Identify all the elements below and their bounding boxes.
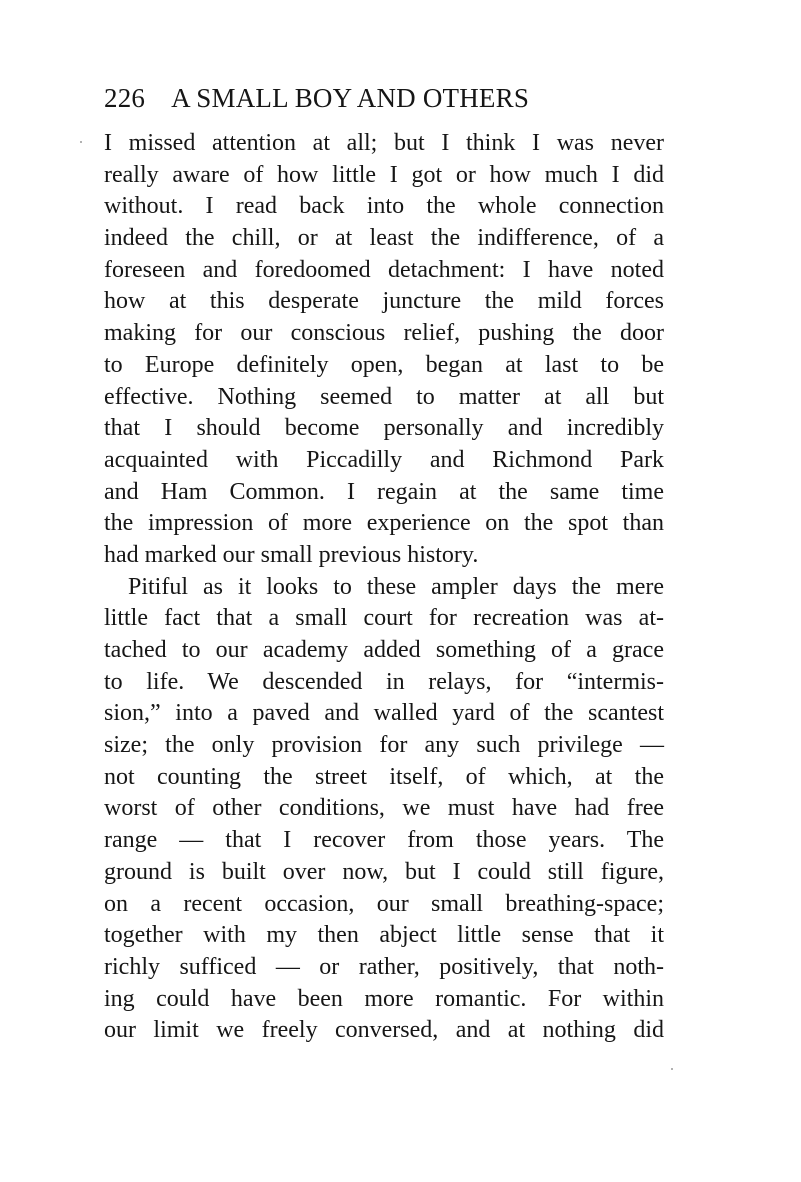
text-line: sion,” into a paved and walled yard of the scantest [104,700,664,727]
text-line: size; the only provision for any such privilege — [104,732,664,759]
running-head [104,80,664,116]
text-line: worst of other conditions, we must have had free [104,795,664,822]
text-line: not counting the street itself, of which, at the [104,763,664,790]
text-line: little fact that a small court for recreation was at- [104,605,664,632]
running-title: A SMALL BOY AND OTHERS [171,83,530,113]
text-line: Pitiful as it looks to these ampler days the mere [128,573,664,600]
text-line: indeed the chill, or at least the indifference, of a [104,225,664,252]
body-text [104,128,664,1047]
text-line: making for our conscious relief, pushing the door [104,320,664,347]
text-line: our limit we freely conversed, and at nothing did [104,1017,664,1044]
text-line: to Europe definitely open, began at last to be [104,351,664,378]
text-line: really aware of how little I got or how much I did [104,161,664,188]
text-line: and Ham Common. I regain at the same time [104,478,664,505]
text-line: richly sufficed — or rather, positively, that noth- [104,953,664,980]
text-line: the impression of more experience on the spot than [104,510,664,537]
text-line: I missed attention at all; but I think I was never [104,130,664,156]
text-line: together with my then abject little sense that it [104,922,664,949]
text-line: range — that I recover from those years. The [104,827,664,854]
text-line: foreseen and foredoomed detachment: I have noted [104,256,664,283]
text-line: tached to our academy added something of a grace [104,637,664,663]
paragraph-2 [104,572,664,1047]
paragraph-1 [104,128,664,572]
text-line: had marked our small previous history. [104,541,479,568]
scan-speck [80,141,82,143]
text-line: ground is built over now, but I could still figure, [104,858,664,885]
text-line: to life. We descended in relays, for “intermis- [104,668,664,695]
scan-speck [671,1068,673,1070]
text-line: ing could have been more romantic. For within [104,985,664,1012]
page-number: 226 [104,83,146,113]
text-line: acquainted with Piccadilly and Richmond Park [104,446,664,473]
text-line: that I should become personally and incredibly [104,415,664,442]
text-line: on a recent occasion, our small breathing-space; [104,890,664,917]
text-line: effective. Nothing seemed to matter at all but [104,383,664,410]
text-line: how at this desperate juncture the mild forces [104,288,664,315]
text-line: without. I read back into the whole connection [104,193,664,220]
